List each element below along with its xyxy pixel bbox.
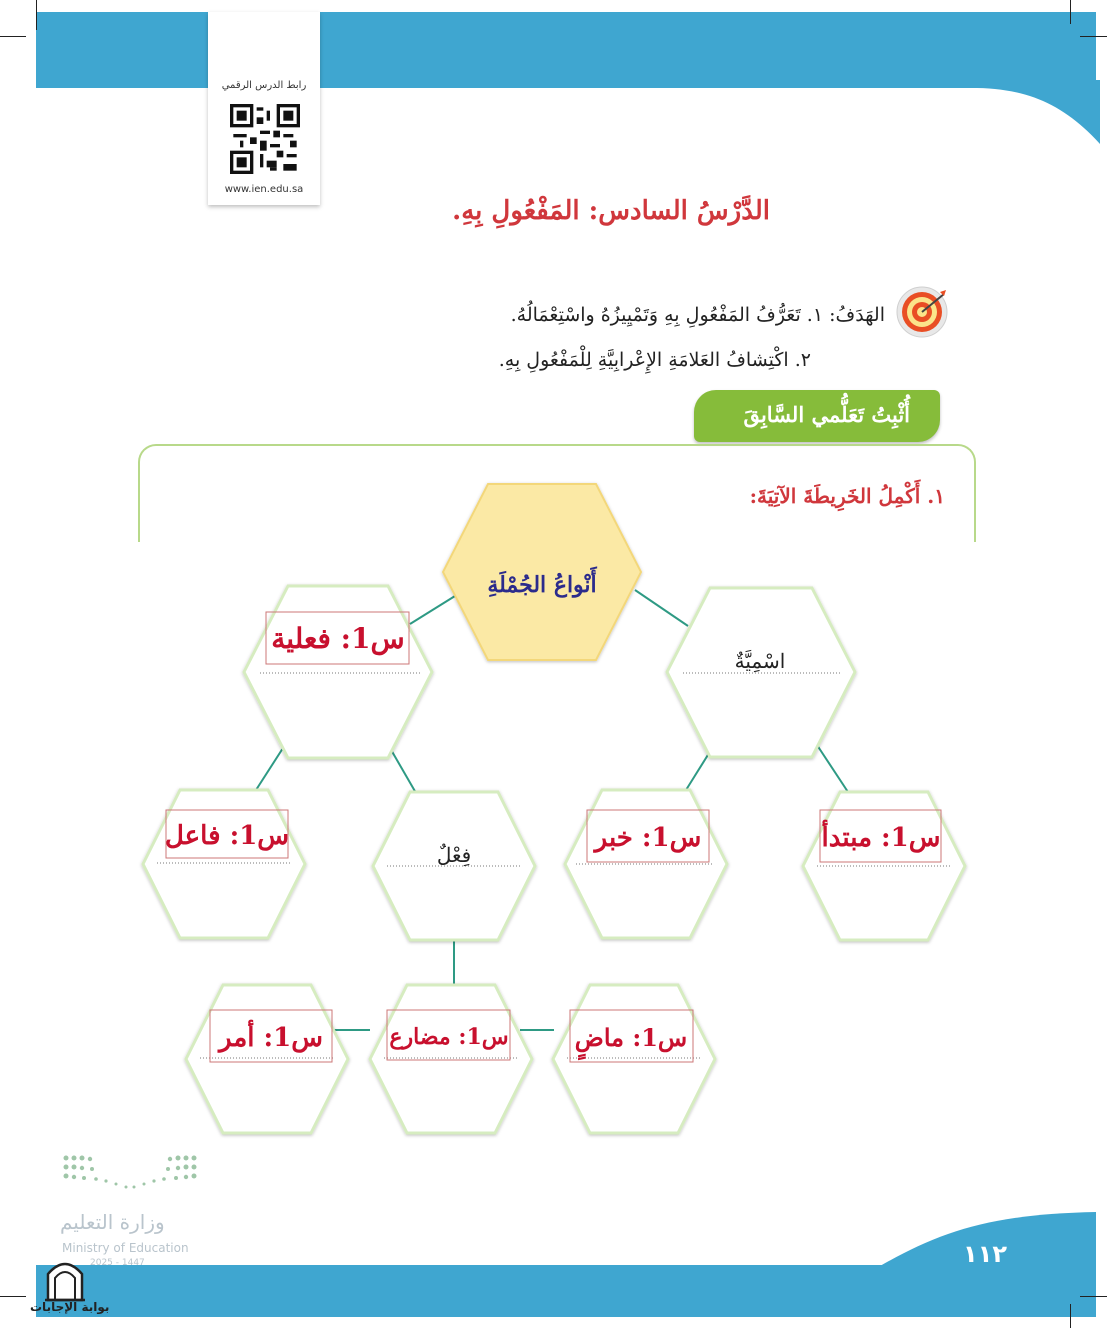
qr-label: رابط الدرس الرقمي [221,80,307,91]
label-verb: فِعْلٌ [436,843,472,867]
center-label: أَنْواعُ الجُمْلَةِ [487,572,597,598]
crop-mark [1070,1304,1071,1328]
crop-mark [36,0,37,30]
crop-mark [1080,36,1107,37]
page-number: ١١٢ [963,1240,1007,1268]
connector-verbal-verb [390,748,416,793]
crop-mark [1070,0,1071,24]
crop-mark [1080,1296,1107,1297]
crop-mark [0,36,26,37]
answer-past[interactable]: س1: ماضٍ [574,1023,688,1052]
answer-predicate[interactable]: س1: خبر [594,823,702,853]
crop-mark [0,1296,26,1297]
connector-nominal-subject [817,745,848,792]
connector-center-verbal [410,596,455,624]
ministry-emblem-icon [62,1154,198,1194]
answer-subject[interactable]: س1: مبتدأ [821,823,941,853]
hexagon-present [370,985,532,1133]
ministry-name-arabic: وزارة التعليم [60,1210,165,1234]
ministry-name-english: Ministry of Education [62,1241,189,1255]
portal-name: بوابة الإجابات [30,1300,110,1314]
goal-line-1: الهَدَفُ: ١. تَعَرُّفُ المَفْعُولِ بِهِ وَتَمْيِيزُهُ واسْتِعْمَالُهُ. [510,304,885,326]
label-nominal: اسْمِيَّةٌ [734,649,786,673]
portal-logo-icon [44,1256,86,1302]
lesson-title: الدَّرْسُ السادس: المَفْعُولِ بِهِ. [452,196,770,226]
hexagon-past [553,985,715,1133]
qr-url[interactable]: www.ien.edu.sa [224,184,304,195]
answer-agent[interactable]: س1: فاعل [164,821,290,851]
connector-nominal-predicate [686,750,711,790]
hexagon-agent [143,790,305,938]
ministry-year: 2025 - 1447 [90,1258,145,1268]
prior-learning-label: أُثْبِتُ تَعَلُّمي السَّابِقَ [743,402,910,427]
answer-verbal[interactable]: س1: فعلية [271,622,405,655]
goal-line-2: ٢. اكْتِشافُ العَلامَةِ الإِعْرابِيَّةِ لِلْمَفْعُولِ بِهِ. [498,349,811,371]
task-instruction: ١. أَكْمِلُ الخَرِيطَةَ الآتِيَةَ: [749,484,945,508]
bottom-banner [36,1265,1096,1317]
connector-center-nominal [635,590,688,626]
connector-verbal-agent [256,748,283,790]
answer-present[interactable]: س1: مضارع [389,1024,509,1050]
answer-imperative[interactable]: س1: أمر [219,1023,323,1053]
